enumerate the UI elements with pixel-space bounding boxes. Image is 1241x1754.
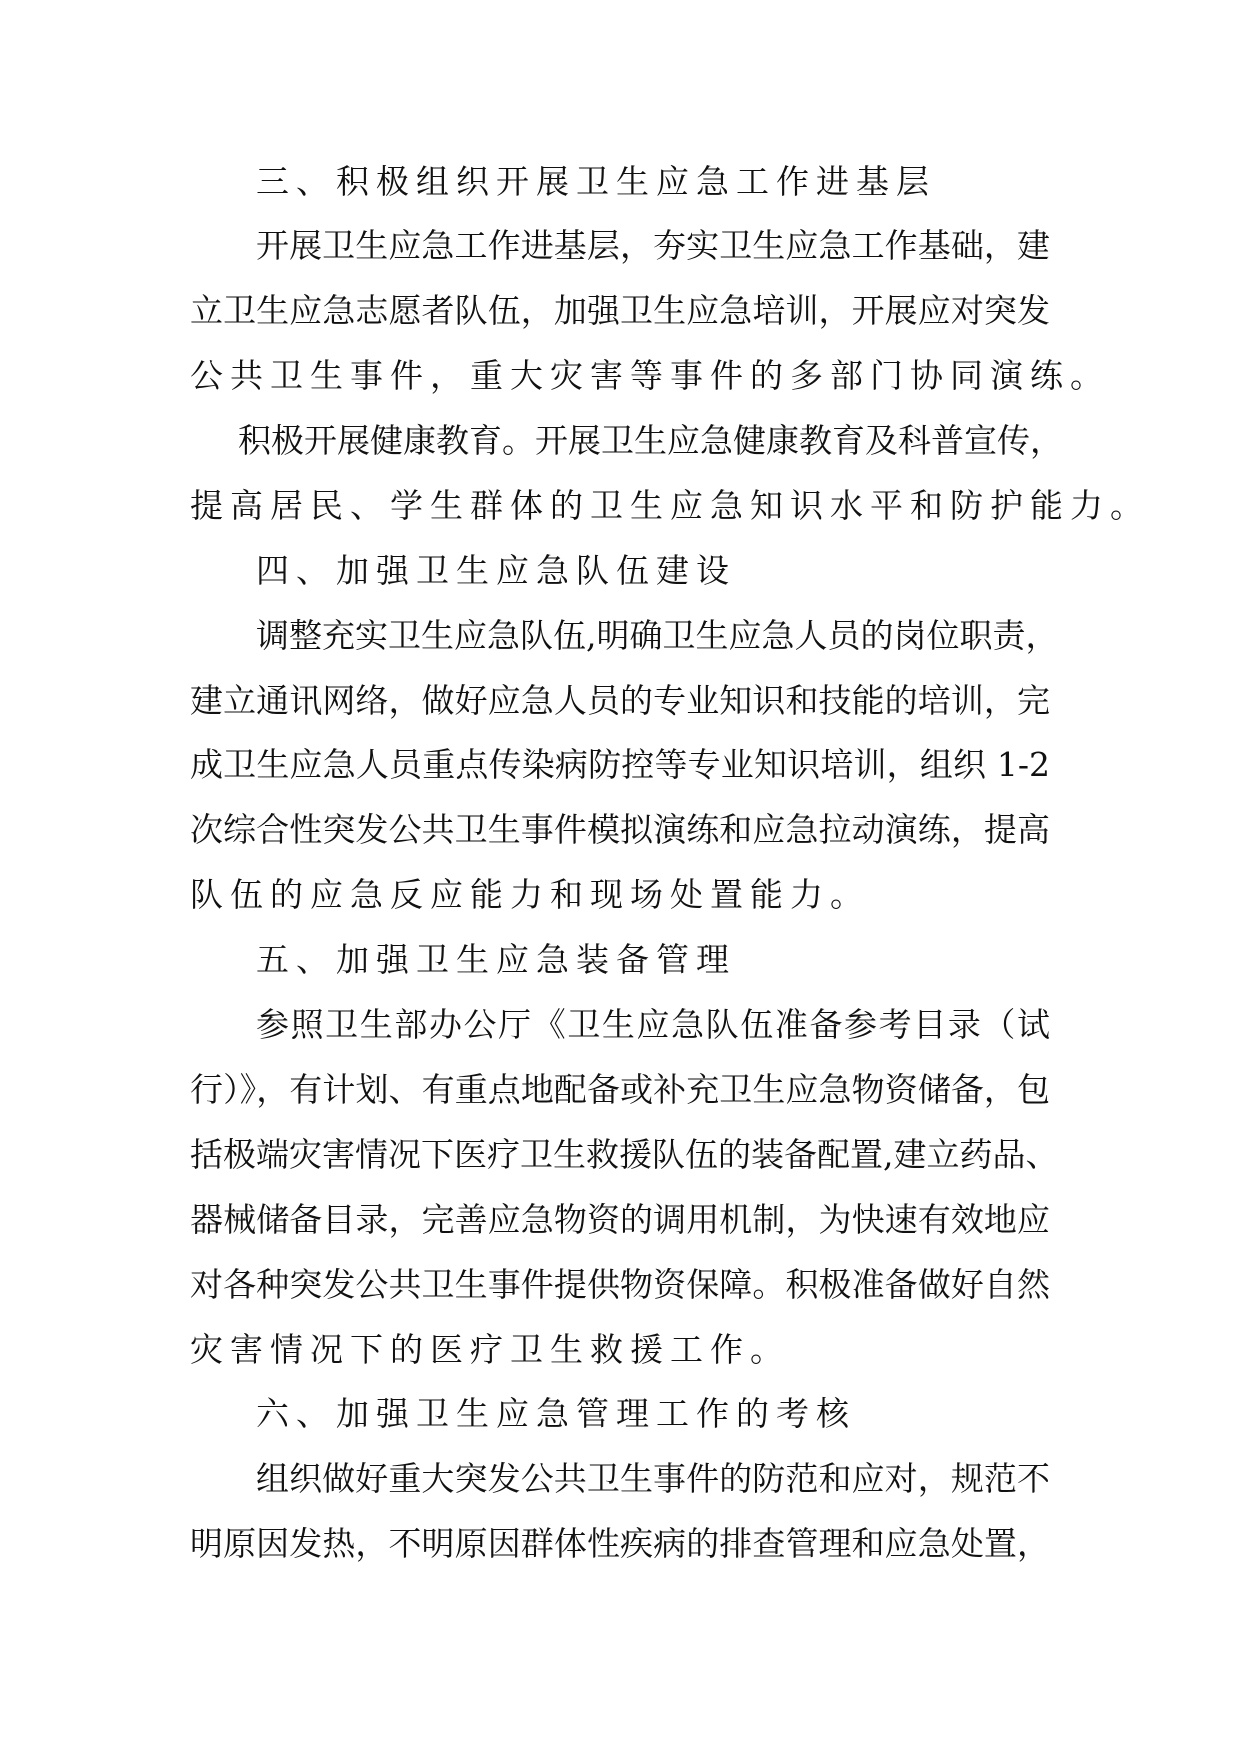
paragraph-line: 行）》，有计划、有重点地配备或补充卫生应急物资储备，包 [190, 1070, 1050, 1109]
paragraph-line: 对各种突发公共卫生事件提供物资保障。积极准备做好自然 [190, 1265, 1050, 1304]
heading-section-6: 六、加强卫生应急管理工作的考核 [256, 1394, 856, 1433]
paragraph-line: 队伍的应急反应能力和现场处置能力。 [190, 875, 870, 914]
paragraph-line: 器械储备目录，完善应急物资的调用机制，为快速有效地应 [190, 1200, 1050, 1239]
paragraph-line: 次综合性突发公共卫生事件模拟演练和应急拉动演练，提高 [190, 810, 1050, 849]
paragraph-line: 明原因发热，不明原因群体性疾病的排查管理和应急处置， [190, 1524, 1050, 1563]
paragraph-line: 组织做好重大突发公共卫生事件的防范和应对，规范不 [256, 1459, 1050, 1498]
paragraph-line: 积极开展健康教育。开展卫生应急健康教育及科普宣传， [238, 421, 1063, 460]
paragraph-line: 灾害情况下的医疗卫生救援工作。 [190, 1330, 790, 1369]
paragraph-line: 立卫生应急志愿者队伍，加强卫生应急培训，开展应对突发 [190, 291, 1050, 330]
heading-section-4: 四、加强卫生应急队伍建设 [256, 551, 736, 590]
heading-section-5: 五、加强卫生应急装备管理 [256, 940, 736, 979]
heading-section-3: 三、积极组织开展卫生应急工作进基层 [256, 162, 936, 201]
paragraph-line: 提高居民、学生群体的卫生应急知识水平和防护能力。 [190, 486, 1150, 525]
paragraph-line: 开展卫生应急工作进基层，夯实卫生应急工作基础，建 [256, 226, 1050, 265]
paragraph-line: 参照卫生部办公厅《卫生应急队伍准备参考目录（试 [256, 1005, 1050, 1044]
paragraph-line: 公共卫生事件，重大灾害等事件的多部门协同演练。 [190, 356, 1110, 395]
paragraph-line: 括极端灾害情况下医疗卫生救援队伍的装备配置,建立药品、 [190, 1135, 1059, 1174]
paragraph-line: 调整充实卫生应急队伍,明确卫生应急人员的岗位职责， [256, 616, 1059, 655]
paragraph-line: 成卫生应急人员重点传染病防控等专业知识培训，组织 1-2 [190, 745, 1050, 784]
paragraph-line: 建立通讯网络，做好应急人员的专业知识和技能的培训，完 [190, 681, 1050, 720]
